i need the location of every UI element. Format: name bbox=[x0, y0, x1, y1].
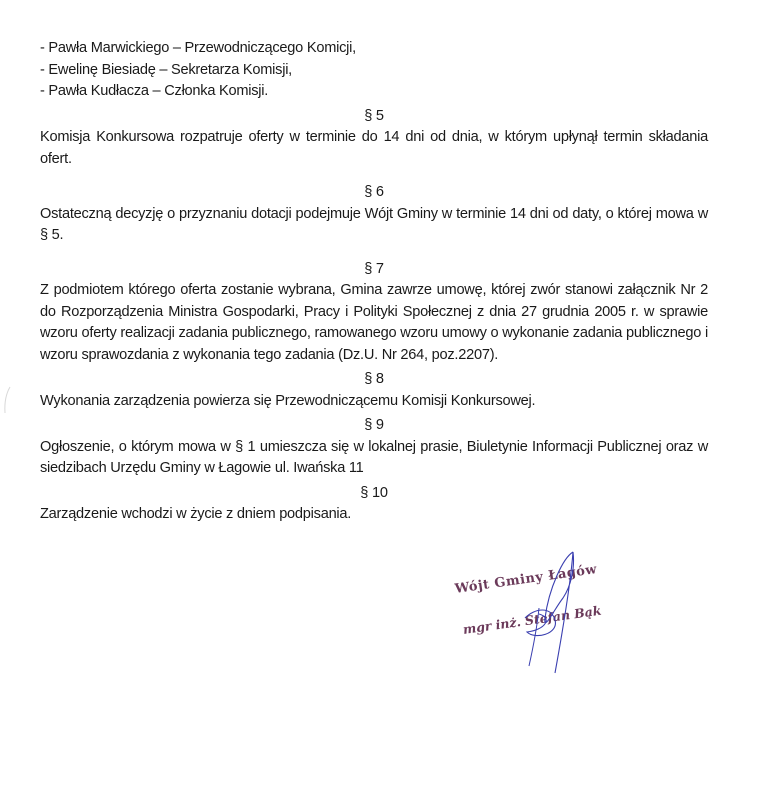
section-9-heading: § 9 bbox=[364, 417, 384, 433]
section-6-heading: § 6 bbox=[364, 184, 384, 200]
section-5-text: Komisja Konkursowa rozpatruje oferty w terminie do 14 dni od dnia, w którym upłynął termin składania ofert. bbox=[40, 129, 708, 167]
section-7-text: Z podmiotem którego oferta zostanie wybrana, Gmina zawrze umowę, której zwór stanowi załącznik Nr 2 do Rozporządzenia Ministra Gospodarki, Pracy i Polityki Społecznej z dnia 27 grudnia 2005 r. w sprawie wzoru oferty realizacji zadania publicznego, ramowanego wzoru umowy o wykonanie zadania publicznego i wzoru sprawozdania z wykonania tego zadania (Dz.U. Nr 264, poz.2207). bbox=[40, 282, 708, 363]
signature-stroke-b bbox=[525, 610, 555, 636]
committee-list bbox=[40, 38, 708, 103]
committee-member-member: - Pawła Kudłacza – Członka Komisji. bbox=[40, 83, 269, 99]
section-7-heading: § 7 bbox=[364, 260, 384, 277]
section-10-heading: § 10 bbox=[360, 484, 388, 501]
signature-stroke-loop bbox=[545, 552, 574, 673]
committee-member-secretary: - Ewelinę Biesiadę – Sekretarza Komisji, bbox=[40, 61, 292, 78]
stamp-title: Wójt Gminy Łagów bbox=[453, 562, 599, 597]
section-9-text: Ogłoszenie, o którym mowa w § 1 umieszcza się w lokalnej prasie, Biuletynie Informacji Publicznej oraz w siedzibach Urzędu Gminy w Łagowie ul. Iwańska 11 bbox=[40, 438, 708, 476]
handwritten-signature bbox=[515, 548, 595, 678]
section-6-text: Ostateczną decyzję o przyznaniu dotacji podejmuje Wójt Gminy w terminie 14 dni od daty, o której mowa w § 5. bbox=[40, 205, 708, 243]
section-8-heading: § 8 bbox=[364, 371, 384, 387]
section-5-heading: § 5 bbox=[364, 107, 384, 124]
stamp-name: mgr inż. Stefan Bąk bbox=[461, 602, 603, 637]
section-8-text: Wykonania zarządzenia powierza się Przewodniczącemu Komisji Konkursowej. bbox=[40, 392, 536, 409]
section-10-text: Zarządzenie wchodzi w życie z dniem podpisania. bbox=[40, 506, 352, 522]
committee-member-chair: - Pawła Marwickiego – Przewodniczącego Komicji, bbox=[40, 40, 356, 56]
scan-edge-mark bbox=[2, 385, 12, 415]
signature-stroke-tail bbox=[529, 608, 539, 666]
document-page bbox=[40, 38, 708, 526]
